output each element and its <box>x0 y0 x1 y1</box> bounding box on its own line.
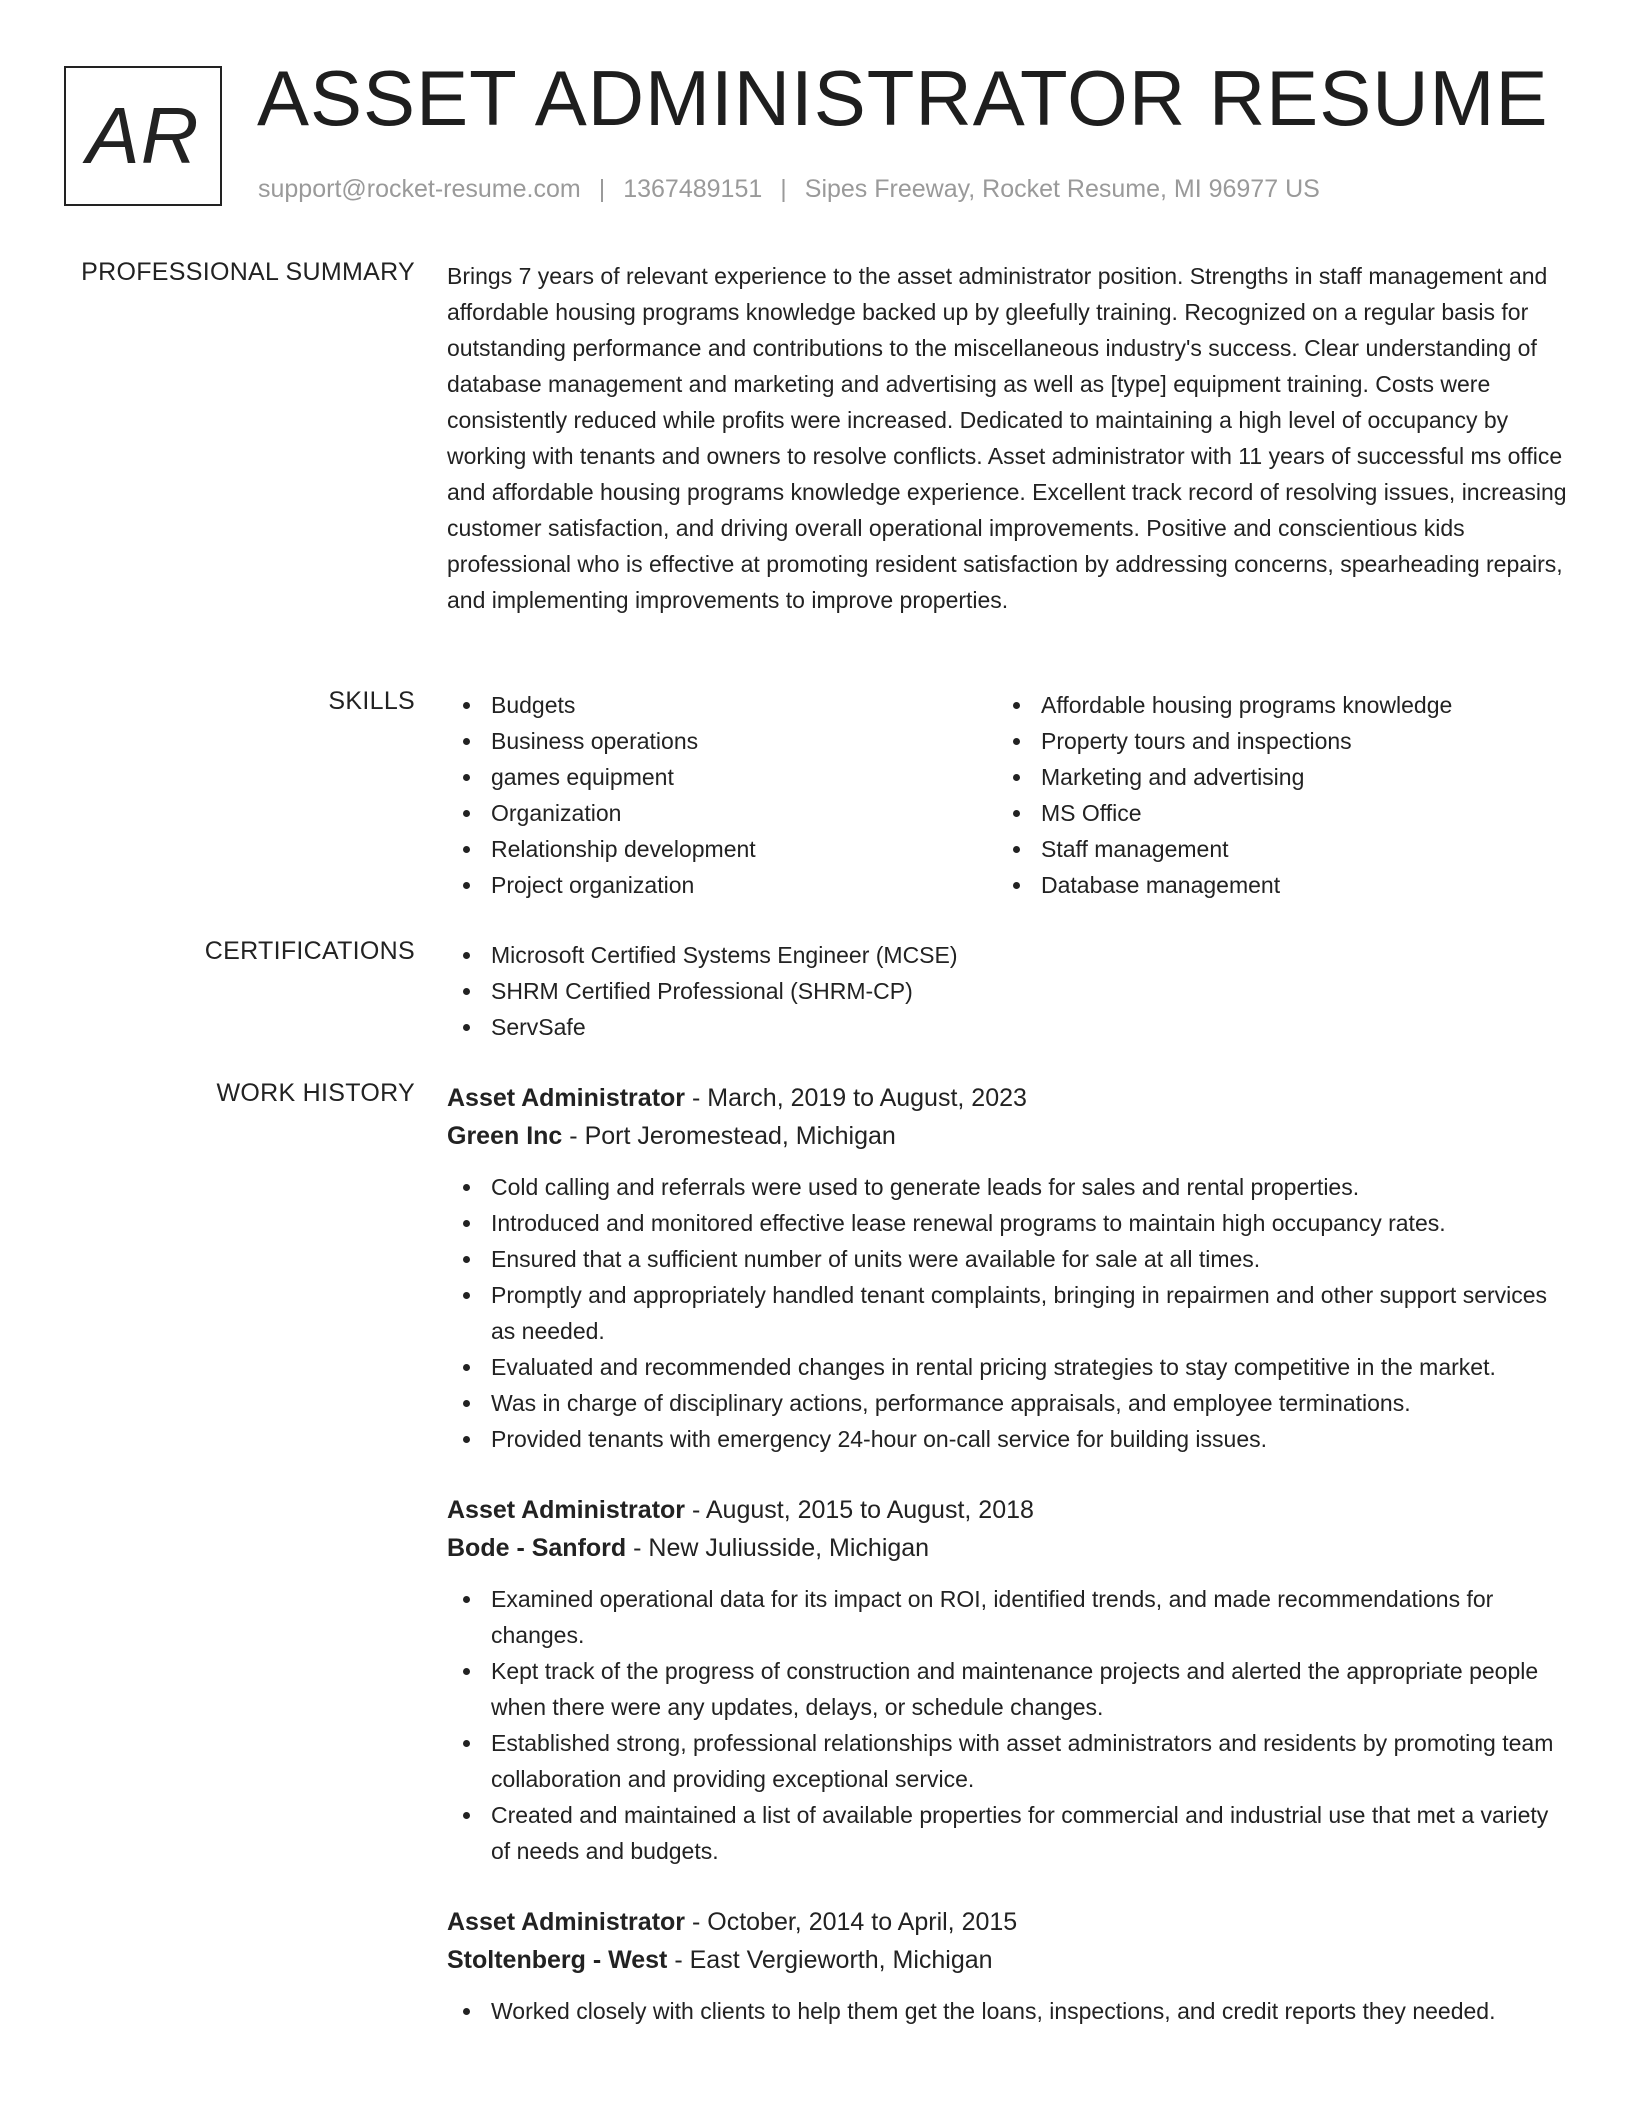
skill-item: Relationship development <box>447 831 997 867</box>
skill-item: Budgets <box>447 687 997 723</box>
skill-item: Organization <box>447 795 997 831</box>
dash: - <box>633 1534 642 1562</box>
job-duty: Introduced and monitored effective lease renewal programs to maintain high occupancy rates. <box>447 1205 1567 1241</box>
dash: - <box>691 1496 701 1524</box>
section-label: PROFESSIONAL SUMMARY <box>81 258 415 286</box>
job-dates: March, 2019 to August, 2023 <box>707 1084 1027 1112</box>
section-body <box>447 258 1567 618</box>
section-label: CERTIFICATIONS <box>204 937 415 965</box>
skill-item: Business operations <box>447 723 997 759</box>
section-body <box>447 1079 1567 2029</box>
job-company: Stoltenberg - West <box>447 1946 668 1974</box>
skill-item: Database management <box>997 867 1547 903</box>
contact-address: Sipes Freeway, Rocket Resume, MI 96977 US <box>804 175 1320 203</box>
initials-monogram <box>64 66 222 206</box>
contact-line <box>258 175 1320 204</box>
job-company-line <box>447 1117 1567 1155</box>
job-entry <box>447 1491 1567 1869</box>
job-dates: August, 2015 to August, 2018 <box>705 1496 1034 1524</box>
resume-title: ASSET ADMINISTRATOR RESUME <box>257 54 1549 142</box>
skill-item: Marketing and advertising <box>997 759 1547 795</box>
job-duty: Provided tenants with emergency 24-hour on-call service for building issues. <box>447 1421 1567 1457</box>
job-location: Port Jeromestead, Michigan <box>584 1122 896 1150</box>
summary-text: Brings 7 years of relevant experience to the asset administrator position. Strengths in staff management and affordable housing programs knowledge backed up by gleefully training. Recognized on a regular basis for outstanding performance and contributions to the miscellaneous industry's success. Clear understanding of database management and marketing and advertising as well as [type] equipment training. Costs were consistently reduced while profits were increased. Dedicated to maintaining a high level of occupancy by working with tenants and owners to resolve conflicts. Asset administrator with 11 years of successful ms office and affordable housing programs knowledge experience. Excellent track record of resolving issues, increasing customer satisfaction, and driving overall operational improvements. Positive and conscientious kids professional who is effective at promoting resident satisfaction by addressing concerns, spearheading repairs, and implementing improvements to improve properties. <box>447 263 1567 613</box>
skill-item: Staff management <box>997 831 1547 867</box>
contact-separator: | <box>598 175 606 203</box>
contact-separator: | <box>780 175 787 203</box>
certification-item: ServSafe <box>447 1009 1567 1045</box>
job-duty: Established strong, professional relationships with asset administrators and residents by promoting team collaboration and providing exceptional service. <box>447 1725 1567 1797</box>
job-company-line <box>447 1941 1567 1979</box>
dash: - <box>691 1908 701 1936</box>
skill-item: Affordable housing programs knowledge <box>997 687 1547 723</box>
job-duty: Created and maintained a list of available properties for commercial and industrial use that met a variety of needs and budgets. <box>447 1797 1567 1869</box>
job-duty: Was in charge of disciplinary actions, performance appraisals, and employee terminations. <box>447 1385 1567 1421</box>
job-title: Asset Administrator <box>447 1496 686 1524</box>
skills-list-left <box>447 687 997 903</box>
job-duty: Worked closely with clients to help them get the loans, inspections, and credit reports they needed. <box>447 1993 1567 2029</box>
job-duty: Promptly and appropriately handled tenant complaints, bringing in repairmen and other support services as needed. <box>447 1277 1567 1349</box>
section-label: SKILLS <box>328 687 415 715</box>
skill-item: MS Office <box>997 795 1547 831</box>
job-entry <box>447 1903 1567 2029</box>
job-entry <box>447 1079 1567 1457</box>
contact-phone[interactable]: 1367489151 <box>623 175 763 203</box>
skill-item: Property tours and inspections <box>997 723 1547 759</box>
skill-item: games equipment <box>447 759 997 795</box>
certification-item: Microsoft Certified Systems Engineer (MCSE) <box>447 937 1567 973</box>
job-company-line <box>447 1529 1567 1567</box>
contact-email[interactable]: support@rocket-resume.com <box>258 175 581 203</box>
job-duty: Examined operational data for its impact on ROI, identified trends, and made recommendations for changes. <box>447 1581 1567 1653</box>
job-duty: Kept track of the progress of construction and maintenance projects and alerted the appropriate people when there were any updates, delays, or schedule changes. <box>447 1653 1567 1725</box>
skill-item: Project organization <box>447 867 997 903</box>
job-location: New Juliusside, Michigan <box>648 1534 930 1562</box>
job-title-line <box>447 1079 1567 1117</box>
job-duty: Ensured that a sufficient number of units were available for sale at all times. <box>447 1241 1567 1277</box>
skills-list-right <box>997 687 1547 903</box>
skills-columns <box>447 687 1567 903</box>
certifications-list <box>447 937 1567 1045</box>
dash: - <box>691 1084 701 1112</box>
job-dates: October, 2014 to April, 2015 <box>707 1908 1018 1936</box>
job-duties-list <box>447 1169 1567 1457</box>
dash: - <box>674 1946 683 1974</box>
initials-text: AR <box>86 91 200 180</box>
job-title-line <box>447 1903 1567 1941</box>
job-title: Asset Administrator <box>447 1084 686 1112</box>
certification-item: SHRM Certified Professional (SHRM-CP) <box>447 973 1567 1009</box>
job-title: Asset Administrator <box>447 1908 686 1936</box>
job-company: Green Inc <box>447 1122 563 1150</box>
section-label: WORK HISTORY <box>216 1079 415 1107</box>
job-location: East Vergieworth, Michigan <box>689 1946 993 1974</box>
section-body <box>447 937 1567 1045</box>
job-duty: Cold calling and referrals were used to generate leads for sales and rental properties. <box>447 1169 1567 1205</box>
job-duties-list <box>447 1581 1567 1869</box>
dash: - <box>569 1122 578 1150</box>
job-duty: Evaluated and recommended changes in rental pricing strategies to stay competitive in the market. <box>447 1349 1567 1385</box>
job-title-line <box>447 1491 1567 1529</box>
job-duties-list <box>447 1993 1567 2029</box>
job-company: Bode - Sanford <box>447 1534 627 1562</box>
